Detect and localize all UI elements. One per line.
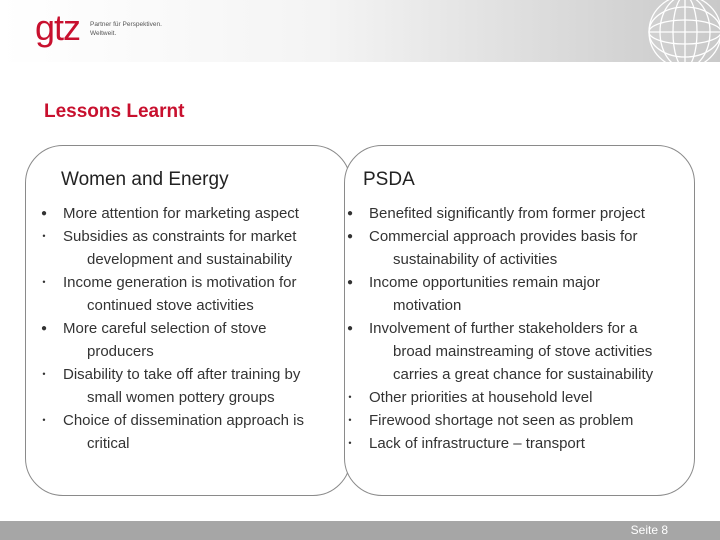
page-number: Seite 8 — [630, 523, 668, 537]
bullet-text-line: Commercial approach provides basis for — [369, 228, 638, 245]
bullet-text-line: critical — [87, 435, 130, 452]
bullet-item — [343, 317, 683, 386]
bullet-item — [37, 317, 337, 363]
bullet-text-line: Other priorities at household level — [369, 389, 593, 406]
bullet-item — [37, 202, 337, 225]
bullet-marker: • — [42, 277, 46, 287]
globe-icon — [640, 0, 720, 68]
bullet-marker: • — [348, 438, 352, 448]
right-bullet-list — [343, 202, 683, 455]
header-bar — [0, 0, 720, 62]
tagline-line-2: Weltweit. — [90, 30, 117, 37]
bullet-text-line: Lack of infrastructure – transport — [369, 435, 585, 452]
bullet-text-line: Income opportunities remain major — [369, 274, 600, 291]
bullet-text-line: Disability to take off after training by — [63, 366, 301, 383]
gtz-logo: gtz — [35, 7, 81, 48]
bullet-text-line: carries a great chance for sustainability — [393, 366, 654, 383]
bullet-text-line: Subsidies as constraints for market — [63, 228, 297, 245]
bullet-item — [343, 271, 683, 317]
bullet-marker: • — [42, 369, 46, 379]
bullet-marker: ● — [346, 231, 354, 242]
bullet-text-line: producers — [87, 343, 154, 360]
left-panel-title: Women and Energy — [61, 169, 229, 190]
bullet-item — [37, 409, 337, 455]
bullet-item — [343, 386, 683, 409]
bullet-text-line: Income generation is motivation for — [63, 274, 297, 291]
bullet-marker: • — [42, 231, 46, 241]
bullet-item — [343, 432, 683, 455]
left-bullet-list — [37, 202, 337, 455]
bullet-marker: • — [42, 415, 46, 425]
bullet-text-line: motivation — [393, 297, 462, 314]
bullet-item — [343, 202, 683, 225]
bullet-text-line: Firewood shortage not seen as problem — [369, 412, 634, 429]
bullet-marker: ● — [346, 208, 354, 219]
bullet-text-line: sustainability of activities — [393, 251, 558, 268]
bullet-text-line: More careful selection of stove — [63, 320, 267, 337]
bullet-text-line: small women pottery groups — [87, 389, 275, 406]
bullet-item — [37, 271, 337, 317]
slide-title: Lessons Learnt — [44, 101, 185, 122]
bullet-marker: ● — [346, 323, 354, 334]
logo-tagline — [90, 20, 180, 38]
bullet-marker: ● — [40, 208, 48, 219]
bullet-marker: • — [348, 392, 352, 402]
bullet-item — [37, 363, 337, 409]
bullet-text-line: development and sustainability — [87, 251, 293, 268]
footer-bar — [0, 521, 720, 540]
bullet-marker: • — [348, 415, 352, 425]
bullet-text-line: Choice of dissemination approach is — [63, 412, 304, 429]
bullet-text-line: continued stove activities — [87, 297, 254, 314]
bullet-item — [343, 225, 683, 271]
bullet-marker: ● — [40, 323, 48, 334]
right-panel-title: PSDA — [363, 169, 415, 190]
bullet-item — [343, 409, 683, 432]
tagline-line-1: Partner für Perspektiven. — [90, 21, 162, 28]
bullet-text-line: More attention for marketing aspect — [63, 205, 299, 222]
bullet-text-line: broad mainstreaming of stove activities — [393, 343, 653, 360]
bullet-item — [37, 225, 337, 271]
bullet-text-line: Benefited significantly from former project — [369, 205, 645, 222]
bullet-text-line: Involvement of further stakeholders for a — [369, 320, 638, 337]
bullet-marker: ● — [346, 277, 354, 288]
